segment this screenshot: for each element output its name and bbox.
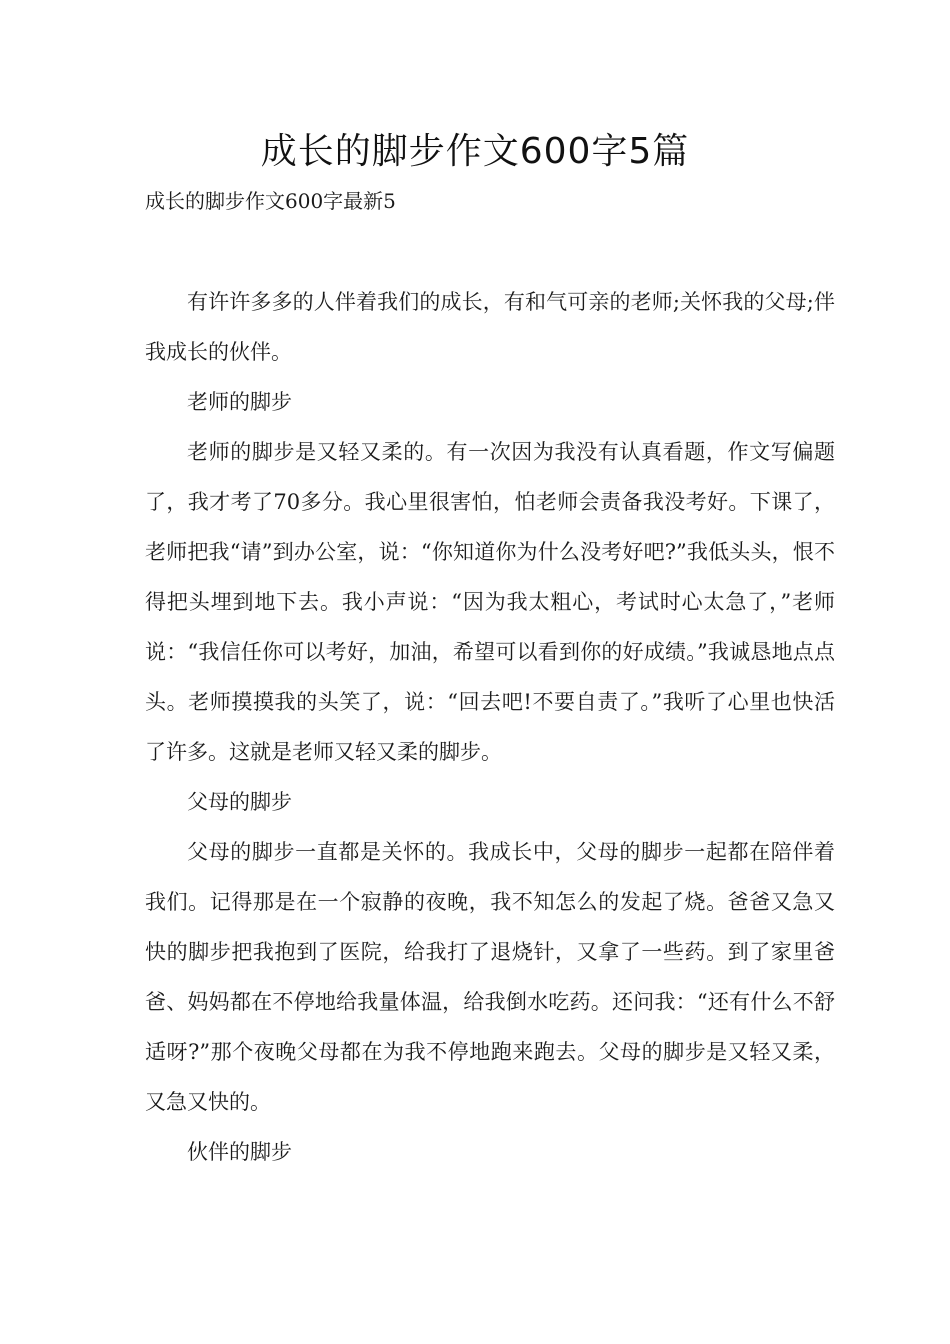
intro-paragraph: 有许许多多的人伴着我们的成长，有和气可亲的老师;关怀我的父母;伴我成长的伙伴。 [145, 290, 835, 364]
document-title: 成长的脚步作文600字5篇 [260, 131, 690, 172]
section-paragraph-parents: 父母的脚步一直都是关怀的。我成长中，父母的脚步一起都在陪伴着我们。记得那是在一个寂静的夜晚，我不知怎么的发起了烧。爸爸又急又快的脚步把我抱到了医院，给我打了退烧针，又拿了一些药。到了家里爸爸、妈妈都在不停地给我量体温，给我倒水吃药。还问我：“还有什么不舒适呀?”那个夜晚父母都在为我不停地跑来跑去。父母的脚步是又轻又柔，又急又快的。 [145, 840, 835, 1114]
section-paragraph-teacher: 老师的脚步是又轻又柔的。有一次因为我没有认真看题，作文写偏题了，我才考了70多分。我心里很害怕，怕老师会责备我没考好。下课了，老师把我“请”到办公室，说：“你知道你为什么没考好吧?”我低头头，恨不得把头埋到地下去。我小声说：“因为我太粗心，考试时心太急了，”老师说：“我信任你可以考好，加油，希望可以看到你的好成绩。”我诚恳地点点头。老师摸摸我的头笑了，说：“回去吧!不要自责了。”我听了心里也快活了许多。这就是老师又轻又柔的脚步。 [145, 440, 836, 764]
document-subtitle: 成长的脚步作文600字最新5 [145, 189, 396, 213]
document-body [145, 277, 835, 1177]
section-heading-parents: 父母的脚步 [187, 790, 292, 814]
section-heading-teacher: 老师的脚步 [187, 390, 292, 414]
section-heading-friends: 伙伴的脚步 [187, 1140, 292, 1164]
